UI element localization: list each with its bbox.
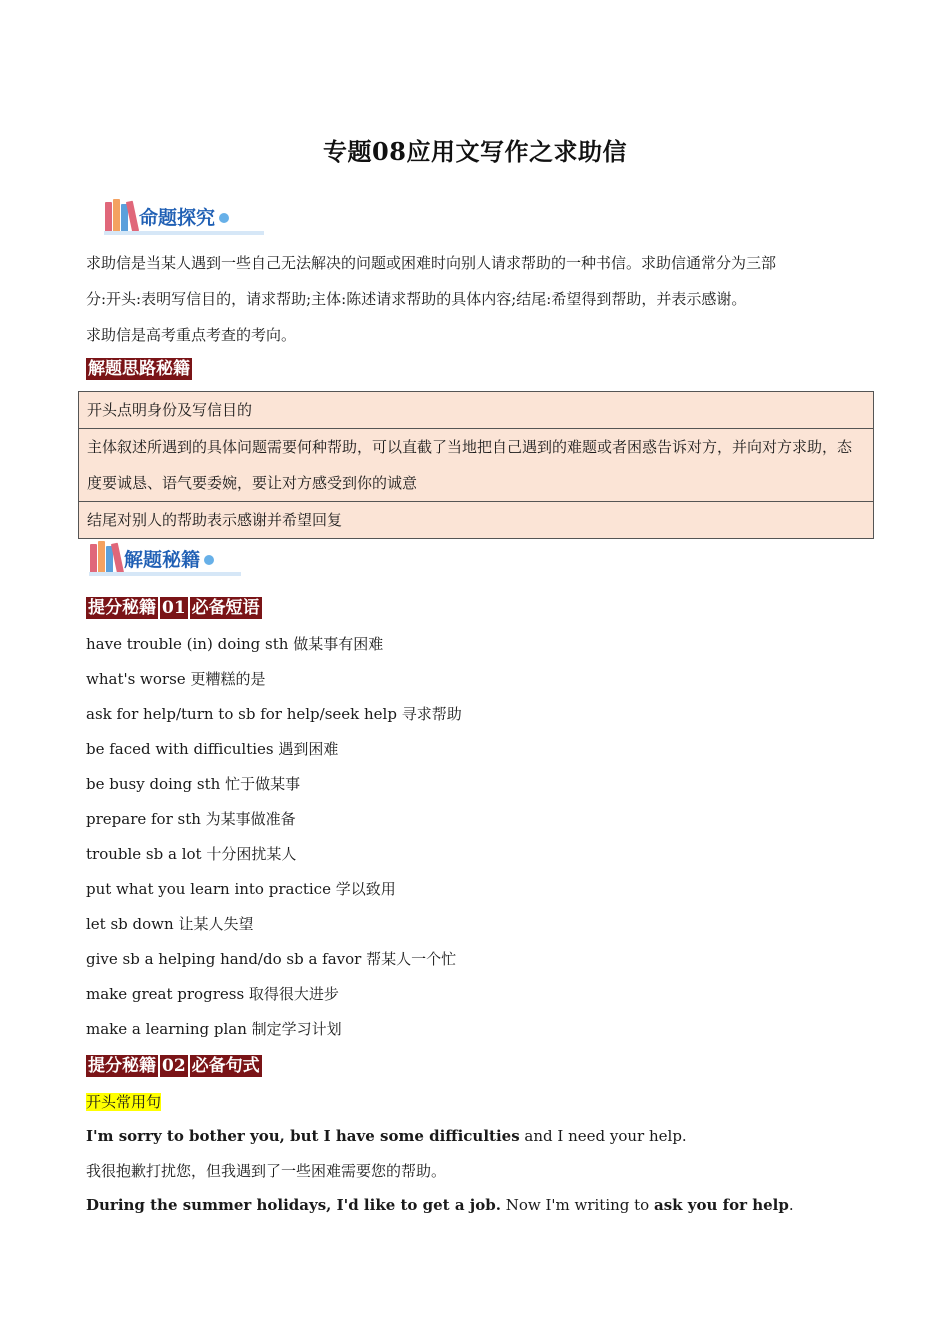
table-row: 开头点明身份及写信目的 — [79, 392, 874, 429]
section-header-exploration — [105, 196, 229, 232]
list-item: make a learning plan 制定学习计划 — [86, 1020, 342, 1038]
opening-label: 开头常用句 — [86, 1093, 162, 1111]
list-item: let sb down 让某人失望 — [86, 915, 254, 933]
intro-line: 求助信是当某人遇到一些自己无法解决的问题或困难时向别人请求帮助的一种书信。求助信通常分为三部 — [86, 254, 777, 272]
list-item: ask for help/turn to sb for help/seek help 寻求帮助 — [86, 705, 462, 723]
list-item: put what you learn into practice 学以致用 — [86, 880, 396, 898]
tip02-banner: 提分秘籍 02 必备句式 — [88, 1056, 260, 1076]
dot-icon — [204, 555, 214, 565]
section-underline — [104, 231, 264, 235]
example-translation-1: 我很抱歉打扰您，但我遇到了一些困难需要您的帮助。 — [86, 1162, 447, 1180]
page-title: 专题08应用文写作之求助信 — [323, 137, 627, 166]
list-item: prepare for sth 为某事做准备 — [86, 810, 296, 828]
dot-icon — [219, 213, 229, 223]
example-sentence-1: I'm sorry to bother you, but I have some difficulties and I need your help. — [86, 1127, 687, 1145]
example-sentence-2: During the summer holidays, I'd like to get a job. Now I'm writing to ask you for help. — [86, 1196, 794, 1214]
books-icon — [90, 540, 122, 574]
list-item: what's worse 更糟糕的是 — [86, 670, 266, 688]
list-item: be faced with difficulties 遇到困难 — [86, 740, 339, 758]
approach-table — [78, 391, 874, 539]
list-item: make great progress 取得很大进步 — [86, 985, 339, 1003]
list-item: give sb a helping hand/do sb a favor 帮某人一个忙 — [86, 950, 457, 968]
intro-line: 求助信是高考重点考查的考向。 — [86, 326, 297, 344]
section-label: 解题秘籍 — [124, 548, 214, 572]
list-item: be busy doing sth 忙于做某事 — [86, 775, 301, 793]
approach-banner: 解题思路秘籍 — [88, 359, 190, 379]
intro-paragraph — [86, 245, 866, 353]
list-item: trouble sb a lot 十分困扰某人 — [86, 845, 297, 863]
section-label: 命题探究 — [139, 206, 229, 230]
phrase-list — [86, 627, 462, 1047]
section-header-secrets — [90, 538, 214, 574]
table-row: 结尾对别人的帮助表示感谢并希望回复 — [79, 502, 874, 539]
section-underline — [89, 572, 241, 576]
list-item: have trouble (in) doing sth 做某事有困难 — [86, 635, 384, 653]
intro-line: 分:开头:表明写信目的，请求帮助;主体:陈述请求帮助的具体内容;结尾:希望得到帮助，并表示感谢。 — [86, 290, 747, 308]
table-row: 主体叙述所遇到的具体问题需要何种帮助，可以直截了当地把自己遇到的难题或者困惑告诉对方，并向对方求助，态度要诚恳、语气要委婉，要让对方感受到你的诚意 — [79, 429, 874, 502]
tip01-banner: 提分秘籍 01 必备短语 — [88, 598, 260, 618]
books-icon — [105, 198, 137, 232]
